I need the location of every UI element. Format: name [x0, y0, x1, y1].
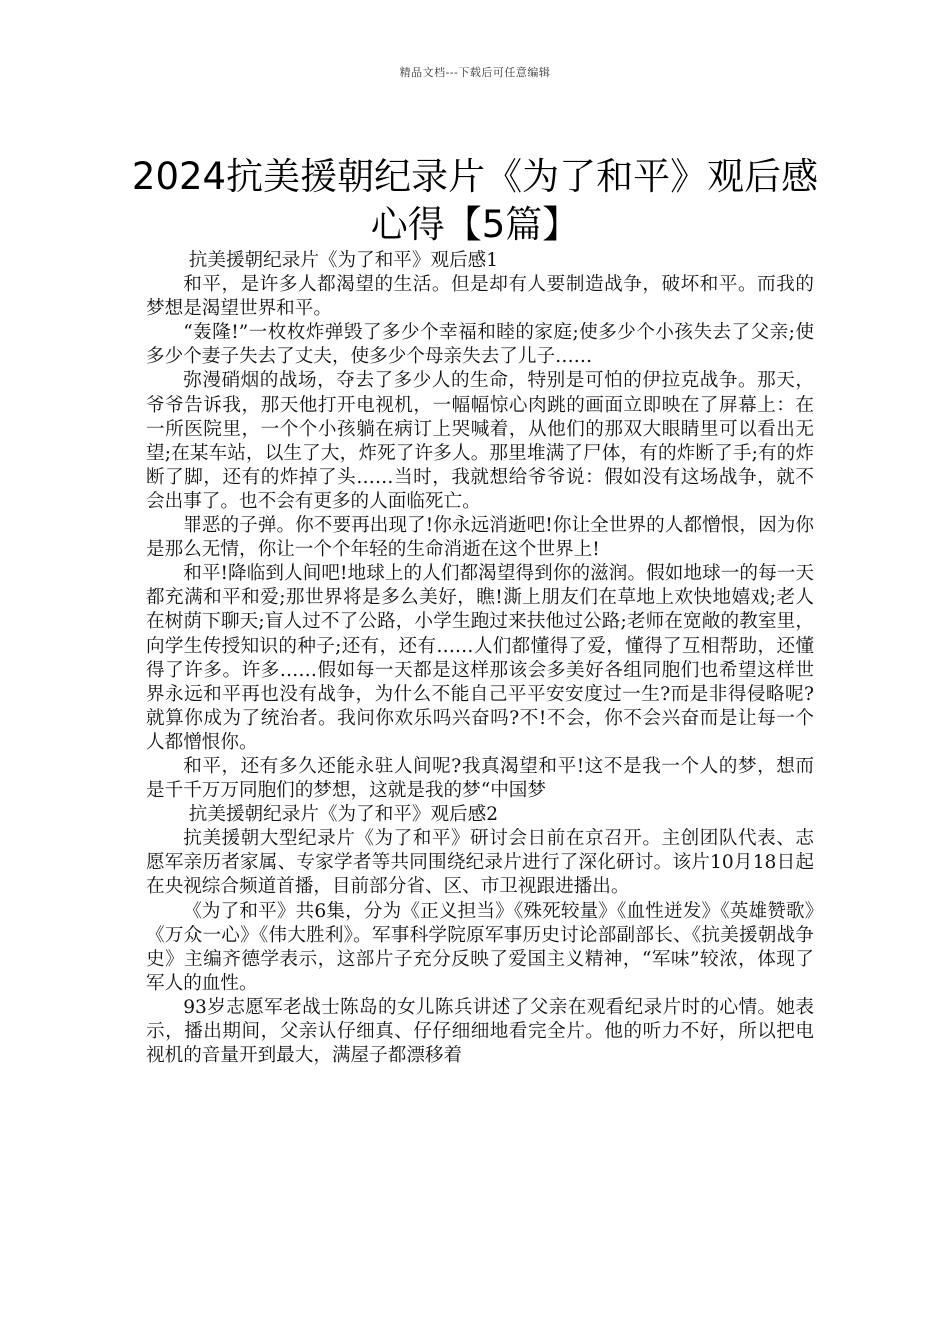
paragraph: 弥漫硝烟的战场，夺去了多少人的生命，特别是可怕的伊拉克战争。那天，爷爷告诉我，那天他打开电视机，一幅幅惊心肉跳的画面立即映在了屏幕上：在一所医院里，一个个小孩躺在病订上哭喊着，从他们的那双大眼睛里可以看出无望;在某车站，以生了大，炸死了许多人。那里堆满了尸体，有的炸断了手;有的炸断了脚，还有的炸掉了头……当时，我就想给爷爷说：假如没有这场战争，就不会出事了。也不会有更多的人面临死亡。 [146, 370, 814, 512]
section-heading-2: 抗美援朝纪录片《为了和平》观后感2 [188, 804, 499, 826]
paragraph: 和平，是许多人都渴望的生活。但是却有人要制造战争，破坏和平。而我的梦想是渴望世界和平。 [146, 274, 814, 320]
paragraph: 罪恶的子弹。你不要再出现了!你永远消逝吧!你让全世界的人都憎恨，因为你是那么无情，你让一个个年轻的生命消逝在这个世界上! [146, 515, 814, 561]
paragraph: “轰隆!”一枚枚炸弹毁了多少个幸福和睦的家庭;使多少个小孩失去了父亲;使多少个妻子失去了丈夫，使多少个母亲失去了儿子…… [146, 322, 814, 368]
header-note: 精品文档---下载后可任意编辑 [399, 66, 551, 79]
document-title: 2024抗美援朝纪录片《为了和平》观后感心得【5篇】 [131, 154, 819, 246]
paragraph: 和平，还有多久还能永驻人间呢?我真渴望和平!这不是我一个人的梦，想而是千千万万同胞们的梦想，这就是我的梦“中国梦 [146, 755, 814, 802]
document-body [146, 249, 814, 1068]
paragraph: 和平!降临到人间吧!地球上的人们都渴望得到你的滋润。假如地球一的每一天都充满和平和爱;那世界将是多么美好，瞧!澌上朋友们在草地上欢快地嬉戏;老人在树荫下聊天;盲人过不了公路，小学生跑过来扶他过公路;老师在宽敞的教室里，向学生传授知识的种子;还有，还有……人们都懂得了爱，懂得了互相帮助，还懂得了许多。许多……假如每一天都是这样那该会多美好各组同胞们也希望这样世界永远和平再也没有战争，为什么不能自己平平安安度过一生?而是非得侵略呢?就算你成为了统治者。我问你欢乐吗兴奋吗?不!不会，你不会兴奋而是让每一个人都憎恨你。 [146, 563, 814, 753]
paragraph: 《为了和平》共6集，分为《正义担当》《殊死较量》《血性迸发》《英雄赞歌》《万众一心》《伟大胜利》。军事科学院原军事历史讨论部副部长、《抗美援朝战争史》主编齐德学表示，这部片子充分反映了爱国主义精神，“军味”较浓，体现了军人的血性。 [146, 900, 814, 994]
paragraph: 抗美援朝大型纪录片《为了和平》研讨会日前在京召开。主创团队代表、志愿军亲历者家属、专家学者等共同围绕纪录片进行了深化研讨。该片10月18日起在央视综合频道首播，目前部分省、区、市卫视跟进播出。 [146, 828, 814, 898]
paragraph: 93岁志愿军老战士陈岛的女儿陈兵讲述了父亲在观看纪录片时的心情。她表示，播出期间，父亲认仔细真、仔仔细细地看完全片。他的听力不好，所以把电视机的音量开到最大，满屋子都漂移着 [146, 996, 814, 1067]
section-heading-1: 抗美援朝纪录片《为了和平》观后感1 [188, 250, 499, 271]
